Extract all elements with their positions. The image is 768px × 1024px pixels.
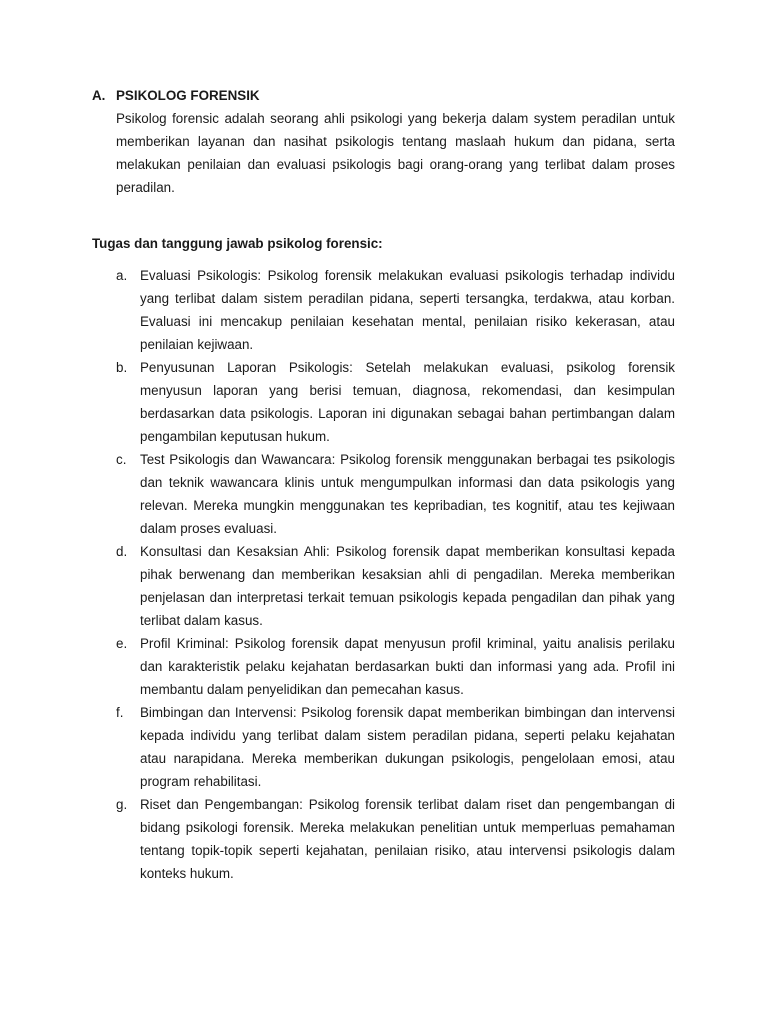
list-item bbox=[116, 356, 675, 448]
list-item bbox=[116, 632, 675, 701]
list-item bbox=[116, 264, 675, 356]
list-item bbox=[116, 701, 675, 793]
section-paragraph: Psikolog forensic adalah seorang ahli psikologi yang bekerja dalam system peradilan untuk memberikan layanan dan nasihat psikologis tentang maslaah hukum dan pidana, serta melakukan penilaian dan evaluasi psikologis bagi orang-orang yang terlibat dalam proses peradilan. bbox=[116, 111, 675, 195]
list-item-marker: b. bbox=[116, 360, 128, 375]
list-item-text: Test Psikologis dan Wawancara: Psikolog forensik menggunakan berbagai tes psikologis dan teknik wawancara klinis untuk mengumpulkan informasi dan data psikologis yang relevan. Mereka mungkin menggunakan tes kepribadian, tes kognitif, atau tes kejiwaan dalam proses evaluasi. bbox=[140, 452, 675, 536]
list-item bbox=[116, 540, 675, 632]
list-item-marker: f. bbox=[116, 705, 124, 720]
list-item-text: Konsultasi dan Kesaksian Ahli: Psikolog forensik dapat memberikan konsultasi kepada pihak berwenang dan memberikan kesaksian ahli di pengadilan. Mereka memberikan penjelasan dan interpretasi terkait temuan psikologis kepada pengadilan dan pihak yang terlibat dalam kasus. bbox=[140, 544, 675, 628]
list-item-text: Profil Kriminal: Psikolog forensik dapat menyusun profil kriminal, yaitu analisis perilaku dan karakteristik pelaku kejahatan berdasarkan bukti dan informasi yang ada. Profil ini membantu dalam penyelidikan dan pemecahan kasus. bbox=[140, 636, 675, 697]
list-item bbox=[116, 448, 675, 540]
list-item-marker: d. bbox=[116, 544, 128, 559]
duties-list bbox=[116, 264, 675, 885]
list-item-marker: c. bbox=[116, 452, 127, 467]
section-title: PSIKOLOG FORENSIK bbox=[116, 88, 260, 103]
list-item-text: Bimbingan dan Intervensi: Psikolog forensik dapat memberikan bimbingan dan intervensi kepada individu yang terlibat dalam sistem peradilan pidana, seperti pelaku kejahatan atau narapidana. Mereka memberikan dukungan psikologis, pengelolaan emosi, atau program rehabilitasi. bbox=[140, 705, 675, 789]
list-item-marker: g. bbox=[116, 797, 128, 812]
section-letter: A. bbox=[92, 88, 106, 103]
list-item-marker: a. bbox=[116, 268, 128, 283]
list-item-text: Penyusunan Laporan Psikologis: Setelah melakukan evaluasi, psikolog forensik menyusun laporan yang berisi temuan, diagnosa, rekomendasi, dan kesimpulan berdasarkan data psikologis. Laporan ini digunakan sebagai bahan pertimbangan dalam pengambilan keputusan hukum. bbox=[140, 360, 675, 444]
list-item bbox=[116, 793, 675, 885]
list-item-text: Evaluasi Psikologis: Psikolog forensik melakukan evaluasi psikologis terhadap individu yang terlibat dalam sistem peradilan pidana, seperti tersangka, terdakwa, atau korban. Evaluasi ini mencakup penilaian kesehatan mental, penilaian risiko kekerasan, atau penilaian kejiwaan. bbox=[140, 268, 675, 352]
section-heading bbox=[92, 84, 682, 107]
list-item-text: Riset dan Pengembangan: Psikolog forensik terlibat dalam riset dan pengembangan di bidang psikologi forensik. Mereka melakukan penelitian untuk memperluas pemahaman tentang topik-topik seperti kejahatan, penilaian risiko, atau intervensi psikologis dalam konteks hukum. bbox=[140, 797, 675, 881]
subheading: Tugas dan tanggung jawab psikolog forensic: bbox=[92, 236, 383, 251]
list-item-marker: e. bbox=[116, 636, 128, 651]
